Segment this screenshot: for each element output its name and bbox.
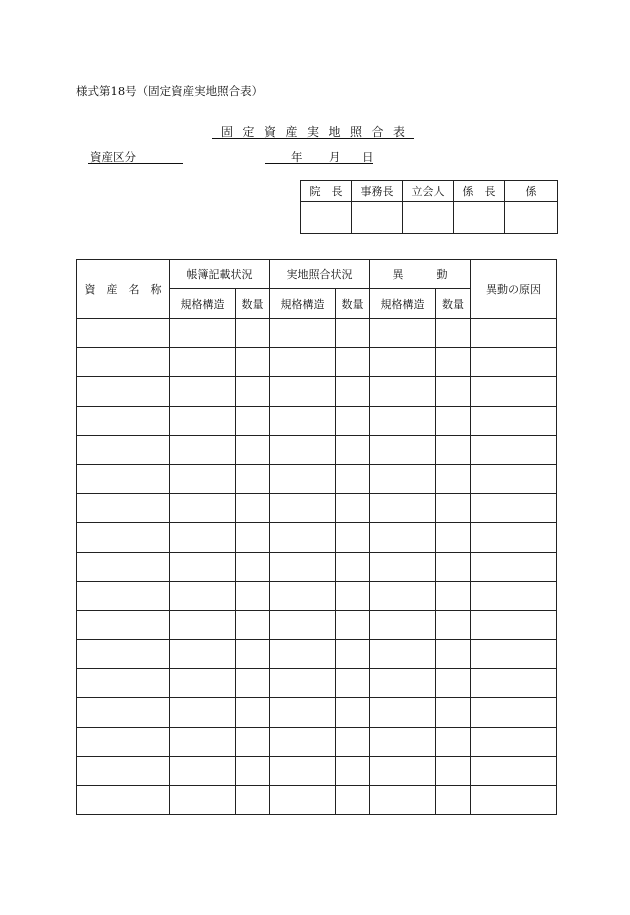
physical-spec-cell[interactable] xyxy=(270,786,336,815)
change-spec-cell[interactable] xyxy=(370,435,436,464)
physical-qty-cell[interactable] xyxy=(336,523,370,552)
approval-table xyxy=(300,180,558,234)
table-row xyxy=(77,319,557,348)
asset-name-cell[interactable] xyxy=(77,756,170,785)
table-row xyxy=(77,669,557,698)
physical-qty-cell[interactable] xyxy=(336,581,370,610)
title-underline xyxy=(212,138,414,139)
physical-qty-cell[interactable] xyxy=(336,640,370,669)
form-title: 固定資産実地照合表 xyxy=(220,125,415,139)
book-qty-header: 数量 xyxy=(236,289,270,319)
asset-name-cell[interactable] xyxy=(77,552,170,581)
change-qty-cell[interactable] xyxy=(436,698,471,727)
change-reason-cell[interactable] xyxy=(471,377,557,406)
change-qty-cell[interactable] xyxy=(436,669,471,698)
book-qty-cell[interactable] xyxy=(236,494,270,523)
asset-name-cell[interactable] xyxy=(77,319,170,348)
table-row xyxy=(77,581,557,610)
book-spec-cell[interactable] xyxy=(170,406,236,435)
change-reason-cell[interactable] xyxy=(471,319,557,348)
physical-qty-cell[interactable] xyxy=(336,435,370,464)
asset-name-cell[interactable] xyxy=(77,435,170,464)
book-spec-cell[interactable] xyxy=(170,610,236,639)
physical-qty-cell[interactable] xyxy=(336,348,370,377)
physical-spec-cell[interactable] xyxy=(270,756,336,785)
asset-verification-table xyxy=(76,259,557,815)
change-qty-cell[interactable] xyxy=(436,786,471,815)
asset-name-cell[interactable] xyxy=(77,581,170,610)
change-reason-cell[interactable] xyxy=(471,435,557,464)
book-qty-cell[interactable] xyxy=(236,435,270,464)
asset-name-cell[interactable] xyxy=(77,727,170,756)
physical-qty-cell[interactable] xyxy=(336,552,370,581)
change-reason-header: 異動の原因 xyxy=(471,260,557,319)
change-spec-cell[interactable] xyxy=(370,581,436,610)
change-reason-cell[interactable] xyxy=(471,786,557,815)
change-reason-cell[interactable] xyxy=(471,464,557,493)
change-reason-cell[interactable] xyxy=(471,669,557,698)
book-spec-cell[interactable] xyxy=(170,319,236,348)
change-qty-cell[interactable] xyxy=(436,727,471,756)
book-spec-cell[interactable] xyxy=(170,494,236,523)
asset-name-cell[interactable] xyxy=(77,523,170,552)
change-qty-cell[interactable] xyxy=(436,377,471,406)
change-qty-cell[interactable] xyxy=(436,610,471,639)
book-spec-cell[interactable] xyxy=(170,727,236,756)
change-qty-header: 数量 xyxy=(436,289,471,319)
date-field[interactable] xyxy=(265,163,373,164)
table-row xyxy=(77,786,557,815)
table-row xyxy=(77,494,557,523)
table-row xyxy=(77,727,557,756)
change-spec-cell[interactable] xyxy=(370,698,436,727)
table-row xyxy=(77,406,557,435)
change-reason-cell[interactable] xyxy=(471,581,557,610)
change-reason-cell[interactable] xyxy=(471,756,557,785)
physical-spec-cell[interactable] xyxy=(270,464,336,493)
asset-name-cell[interactable] xyxy=(77,377,170,406)
change-spec-cell[interactable] xyxy=(370,756,436,785)
physical-spec-cell[interactable] xyxy=(270,406,336,435)
book-spec-cell[interactable] xyxy=(170,552,236,581)
table-row xyxy=(77,640,557,669)
change-spec-cell[interactable] xyxy=(370,552,436,581)
change-qty-cell[interactable] xyxy=(436,494,471,523)
book-spec-cell[interactable] xyxy=(170,698,236,727)
change-header: 異 動 xyxy=(370,260,471,289)
change-qty-cell[interactable] xyxy=(436,348,471,377)
change-qty-cell[interactable] xyxy=(436,756,471,785)
table-row xyxy=(77,610,557,639)
physical-spec-cell[interactable] xyxy=(270,319,336,348)
approval-stamp-cell[interactable] xyxy=(454,202,505,234)
asset-name-cell[interactable] xyxy=(77,348,170,377)
change-qty-cell[interactable] xyxy=(436,406,471,435)
book-spec-cell[interactable] xyxy=(170,581,236,610)
physical-qty-cell[interactable] xyxy=(336,756,370,785)
asset-name-cell[interactable] xyxy=(77,494,170,523)
asset-name-cell[interactable] xyxy=(77,406,170,435)
physical-qty-cell[interactable] xyxy=(336,786,370,815)
book-qty-cell[interactable] xyxy=(236,669,270,698)
asset-name-cell[interactable] xyxy=(77,610,170,639)
change-qty-cell[interactable] xyxy=(436,581,471,610)
change-spec-cell[interactable] xyxy=(370,319,436,348)
change-qty-cell[interactable] xyxy=(436,464,471,493)
physical-check-header: 実地照合状況 xyxy=(270,260,370,289)
book-qty-cell[interactable] xyxy=(236,319,270,348)
approval-header-secretary: 事務長 xyxy=(352,181,403,202)
physical-spec-cell[interactable] xyxy=(270,494,336,523)
asset-name-cell[interactable] xyxy=(77,464,170,493)
change-spec-cell[interactable] xyxy=(370,669,436,698)
table-row xyxy=(77,523,557,552)
book-qty-cell[interactable] xyxy=(236,348,270,377)
change-reason-cell[interactable] xyxy=(471,610,557,639)
change-reason-cell[interactable] xyxy=(471,640,557,669)
physical-qty-cell[interactable] xyxy=(336,610,370,639)
book-qty-cell[interactable] xyxy=(236,756,270,785)
approval-header-director: 院 長 xyxy=(301,181,352,202)
approval-stamp-cell[interactable] xyxy=(403,202,454,234)
book-qty-cell[interactable] xyxy=(236,377,270,406)
physical-spec-cell[interactable] xyxy=(270,640,336,669)
physical-spec-cell[interactable] xyxy=(270,435,336,464)
date-day-label: 日 xyxy=(362,150,374,164)
table-row xyxy=(77,698,557,727)
physical-qty-cell[interactable] xyxy=(336,494,370,523)
change-reason-cell[interactable] xyxy=(471,523,557,552)
change-spec-cell[interactable] xyxy=(370,610,436,639)
change-reason-cell[interactable] xyxy=(471,698,557,727)
book-qty-cell[interactable] xyxy=(236,581,270,610)
book-spec-header: 規格構造 xyxy=(170,289,236,319)
asset-category-field[interactable] xyxy=(88,163,183,164)
physical-spec-cell[interactable] xyxy=(270,377,336,406)
change-spec-header: 規格構造 xyxy=(370,289,436,319)
physical-spec-cell[interactable] xyxy=(270,727,336,756)
book-qty-cell[interactable] xyxy=(236,406,270,435)
book-qty-cell[interactable] xyxy=(236,786,270,815)
change-qty-cell[interactable] xyxy=(436,552,471,581)
change-spec-cell[interactable] xyxy=(370,464,436,493)
physical-qty-cell[interactable] xyxy=(336,319,370,348)
physical-spec-cell[interactable] xyxy=(270,348,336,377)
book-spec-cell[interactable] xyxy=(170,640,236,669)
asset-name-cell[interactable] xyxy=(77,698,170,727)
book-record-header: 帳簿記載状況 xyxy=(170,260,270,289)
physical-qty-cell[interactable] xyxy=(336,406,370,435)
change-reason-cell[interactable] xyxy=(471,406,557,435)
change-spec-cell[interactable] xyxy=(370,786,436,815)
table-row xyxy=(77,756,557,785)
book-qty-cell[interactable] xyxy=(236,552,270,581)
book-spec-cell[interactable] xyxy=(170,377,236,406)
asset-name-cell[interactable] xyxy=(77,669,170,698)
asset-name-cell[interactable] xyxy=(77,640,170,669)
table-row xyxy=(77,377,557,406)
book-spec-cell[interactable] xyxy=(170,435,236,464)
table-row xyxy=(77,435,557,464)
book-qty-cell[interactable] xyxy=(236,640,270,669)
physical-qty-cell[interactable] xyxy=(336,727,370,756)
asset-name-cell[interactable] xyxy=(77,786,170,815)
change-qty-cell[interactable] xyxy=(436,319,471,348)
date-month-label: 月 xyxy=(329,150,341,164)
physical-qty-cell[interactable] xyxy=(336,464,370,493)
change-qty-cell[interactable] xyxy=(436,640,471,669)
book-qty-cell[interactable] xyxy=(236,610,270,639)
table-row xyxy=(77,552,557,581)
approval-header-chief: 係 長 xyxy=(454,181,505,202)
change-reason-cell[interactable] xyxy=(471,494,557,523)
physical-spec-cell[interactable] xyxy=(270,610,336,639)
change-spec-cell[interactable] xyxy=(370,406,436,435)
change-qty-cell[interactable] xyxy=(436,435,471,464)
physical-qty-cell[interactable] xyxy=(336,669,370,698)
change-spec-cell[interactable] xyxy=(370,523,436,552)
physical-spec-header: 規格構造 xyxy=(270,289,336,319)
change-spec-cell[interactable] xyxy=(370,348,436,377)
book-qty-cell[interactable] xyxy=(236,698,270,727)
book-qty-cell[interactable] xyxy=(236,464,270,493)
table-row xyxy=(77,348,557,377)
change-spec-cell[interactable] xyxy=(370,377,436,406)
physical-spec-cell[interactable] xyxy=(270,523,336,552)
approval-stamp-cell[interactable] xyxy=(352,202,403,234)
change-spec-cell[interactable] xyxy=(370,727,436,756)
physical-spec-cell[interactable] xyxy=(270,552,336,581)
change-spec-cell[interactable] xyxy=(370,640,436,669)
change-reason-cell[interactable] xyxy=(471,552,557,581)
change-reason-cell[interactable] xyxy=(471,348,557,377)
approval-stamp-cell[interactable] xyxy=(505,202,558,234)
book-spec-cell[interactable] xyxy=(170,348,236,377)
physical-spec-cell[interactable] xyxy=(270,581,336,610)
physical-qty-header: 数量 xyxy=(336,289,370,319)
book-qty-cell[interactable] xyxy=(236,727,270,756)
table-row xyxy=(77,464,557,493)
date-year-label: 年 xyxy=(291,150,303,164)
physical-spec-cell[interactable] xyxy=(270,698,336,727)
change-reason-cell[interactable] xyxy=(471,727,557,756)
physical-spec-cell[interactable] xyxy=(270,669,336,698)
form-number: 様式第18号（固定資産実地照合表） xyxy=(76,84,264,98)
physical-qty-cell[interactable] xyxy=(336,698,370,727)
approval-stamp-cell[interactable] xyxy=(301,202,352,234)
book-spec-cell[interactable] xyxy=(170,756,236,785)
book-spec-cell[interactable] xyxy=(170,464,236,493)
asset-category-label: 資産区分 xyxy=(90,150,136,164)
asset-name-header: 資産名称 xyxy=(77,260,170,319)
change-spec-cell[interactable] xyxy=(370,494,436,523)
book-spec-cell[interactable] xyxy=(170,786,236,815)
change-qty-cell[interactable] xyxy=(436,523,471,552)
book-spec-cell[interactable] xyxy=(170,523,236,552)
approval-header-witness: 立会人 xyxy=(403,181,454,202)
book-spec-cell[interactable] xyxy=(170,669,236,698)
physical-qty-cell[interactable] xyxy=(336,377,370,406)
book-qty-cell[interactable] xyxy=(236,523,270,552)
approval-header-clerk: 係 xyxy=(505,181,558,202)
